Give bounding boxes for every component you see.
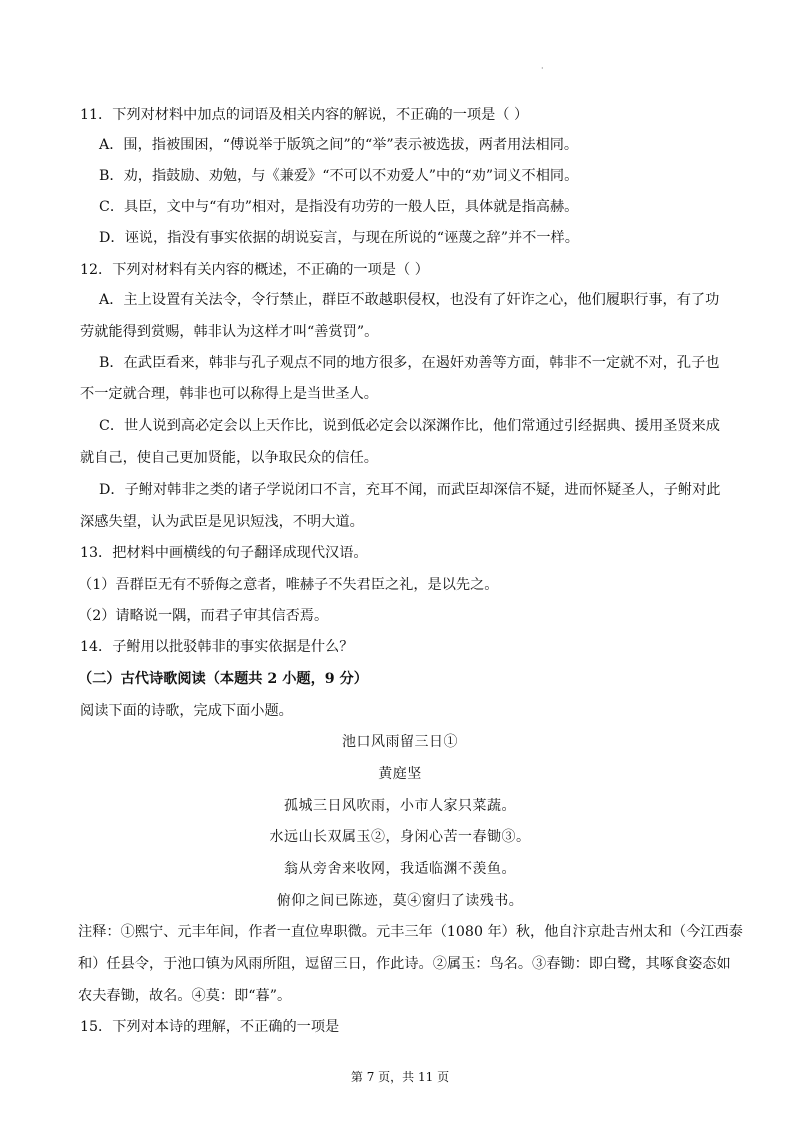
question-11-option-a: A．围，指被围困，“傅说举于版筑之间”的“举”表示被选拔，两者用法相同。 (99, 137, 579, 153)
notes-line-1: 注释：①熙宁、元丰年间，作者一直位卑职微。元丰三年（1080 年）秋，他自汴京赴吉州太和（今江西泰 (78, 924, 743, 940)
corner-mark: · (541, 64, 544, 73)
question-12-option-c-line1: C．世人说到高必定会以上天作比，说到低必定会以深渊作比，他们常通过引经据典、援用圣贤来成 (99, 418, 720, 434)
poem-line-3: 翁从旁舍来收网，我适临渊不羡鱼。 (284, 861, 516, 877)
question-11-stem: 11．下列对材料中加点的词语及相关内容的解说，不正确的一项是（ ） (80, 107, 529, 123)
question-11-option-c: C．具臣，文中与“有功”相对，是指没有功劳的一般人臣，具体就是指高赫。 (99, 199, 579, 215)
section-heading: （二）古代诗歌阅读（本题共 2 小题，9 分） (78, 671, 368, 687)
poem-line-1: 孤城三日风吹雨，小市人家只菜蔬。 (284, 798, 516, 814)
question-13-sentence-2: （2）请略说一隅，而君子审其信否焉。 (78, 608, 329, 624)
notes-line-3: 农夫春锄，故名。④莫：即“暮”。 (78, 988, 292, 1004)
poem-title: 池口风雨留三日① (342, 734, 458, 750)
question-15-stem: 15．下列对本诗的理解，不正确的一项是 (80, 1019, 340, 1035)
question-14-stem: 14．子鲋用以批驳韩非的事实依据是什么？ (80, 639, 354, 655)
question-13-sentence-1: （1）吾群臣无有不骄侮之意者，唯赫子不失君臣之礼，是以先之。 (78, 577, 499, 593)
question-12-option-d-line1: D．子鲋对韩非之类的诸子学说闭口不言，充耳不闻，而武臣却深信不疑，进而怀疑圣人，子鲋对此 (99, 482, 721, 498)
poem-author: 黄庭坚 (378, 766, 422, 782)
notes-line-2: 和）任县令，于池口镇为风雨所阻，逗留三日，作此诗。②属玉：鸟名。③春锄：即白鹭，其啄食姿态如 (78, 956, 731, 972)
question-12-option-a-line1: A．主上设置有关法令，令行禁止，群臣不敢越职侵权，也没有了奸诈之心，他们履职行事，有了功 (99, 292, 720, 308)
poem-line-2: 水远山长双属玉②，身闲心苦一春锄③。 (269, 829, 531, 845)
question-12-option-a-line2: 劳就能得到赏赐，韩非认为这样才叫“善赏罚”。 (80, 324, 379, 340)
poem-line-4: 俯仰之间已陈迹，莫④窗归了读残书。 (276, 893, 524, 909)
question-12-option-b-line1: B．在武臣看来，韩非与孔子观点不同的地方很多，在遏奸劝善等方面，韩非不一定就不对，孔子也 (99, 355, 720, 371)
question-13-stem: 13．把材料中画横线的句子翻译成现代汉语。 (80, 545, 368, 561)
question-12-option-c-line2: 就自己，使自己更加贤能，以争取民众的信任。 (80, 450, 378, 466)
question-11-option-b: B．劝，指鼓励、劝勉，与《兼爱》“不可以不劝爱人”中的“劝”词义不相同。 (99, 168, 579, 184)
question-11-option-d: D．诬说，指没有事实依据的胡说妄言，与现在所说的“诬蔑之辞”并不一样。 (99, 230, 579, 246)
question-12-option-d-line2: 深感失望，认为武臣是见识短浅，不明大道。 (80, 514, 364, 530)
section-instruction: 阅读下面的诗歌，完成下面小题。 (80, 703, 293, 719)
page-footer: 第 7 页，共 11 页 (350, 1070, 450, 1084)
question-12-stem: 12．下列对材料有关内容的概述，不正确的一项是（ ） (80, 262, 429, 278)
question-12-option-b-line2: 不一定就合理，韩非也可以称得上是当世圣人。 (80, 386, 378, 402)
